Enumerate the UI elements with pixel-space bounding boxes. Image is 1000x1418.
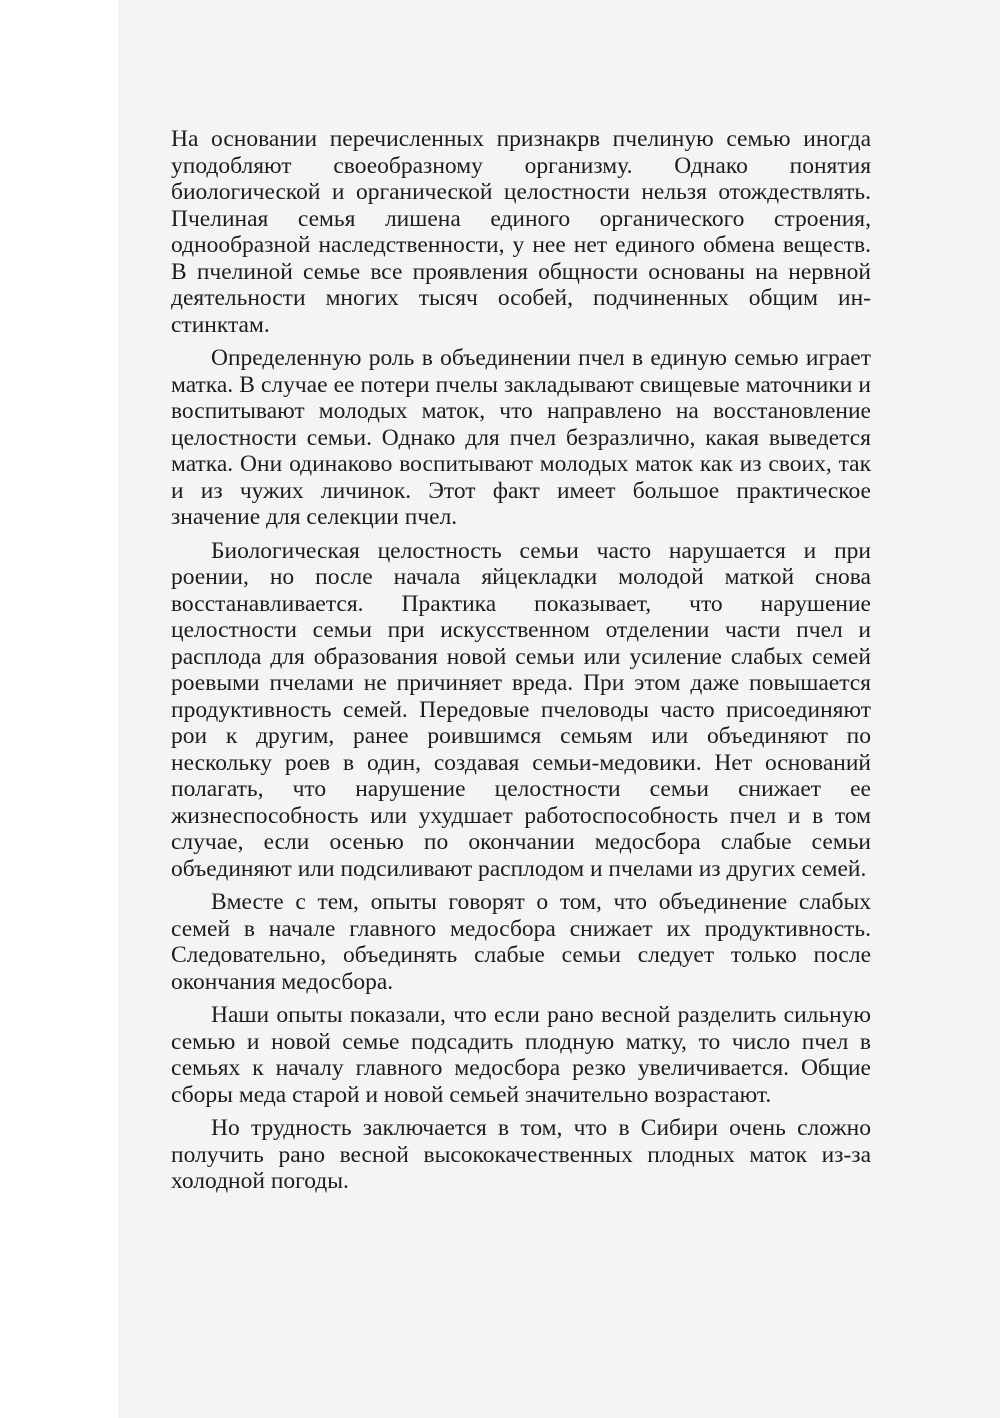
paragraph-swarming-integrity: Биологическая целостность семьи часто нарушается и при роении, но после начала яйцекладки молодой маткой снова восстанавливается. Практика показывает, что нарушение целостности семьи при искусственном отделении части пчел и расплода для образования новой семьи или усиление слабых семей роевыми пчелами не причиняет вреда. При этом даже повышается продуктивность семей. Передовые пчеловоды часто присоединяют рои к другим, ранее роившимся семьям или объединяют по нескольку роев в один, создавая семьи-медовики. Нет оснований полагать, что нарушение целостности семьи снижает ее жизнеспособность или ухудшает работоспособность пчел и в том случае, если осенью по окончании медосбора слабые семьи объединяют или подсиливают расплодом и пчелами из других семей. — [171, 537, 871, 882]
paragraph-uniting-weak-colonies: Вместе с тем, опыты говорят о том, что объединение слабых семей в начале главного медосбора снижает их продуктивность. Следовательно, объединять слабые семьи следует только после окончания медосбора. — [171, 889, 871, 995]
document-body — [171, 126, 871, 1202]
paragraph-spring-division: Наши опыты показали, что если рано весной разделить сильную семью и новой семье подсадить плодную матку, то число пчел в семьях к началу главного медосбора резко увеличивается. Общие сборы меда старой и новой семьей значительно возрастают. — [171, 1002, 871, 1108]
paragraph-colony-organism: На основании перечисленных признакрв пчелиную семью иногда уподобляют своеобразному организму. Однако понятия биологической и органической целостности нельзя отождествлять. Пчелиная семья лишена единого органического строения, однообразной наследственности, у нее нет единого обмена веществ. В пчелиной семье все проявления общности основаны на нервной деятельности многих тысяч особей, подчиненных общим инстинктам. — [171, 126, 871, 338]
paragraph-queen-role: Определенную роль в объединении пчел в единую семью играет матка. В случае ее потери пчелы закладывают свищевые маточники и воспитывают молодых маток, что направлено на восстановление целостности семьи. Однако для пчел безразлично, какая выведется матка. Они одинаково воспитывают молодых маток как из своих, так и из чужих личинок. Этот факт имеет большое практическое значение для селекции пчел. — [171, 345, 871, 530]
paragraph-siberia-difficulty: Но трудность заключается в том, что в Сибири очень сложно получить рано весной высококачественных плодных маток из-за холодной погоды. — [171, 1115, 871, 1194]
